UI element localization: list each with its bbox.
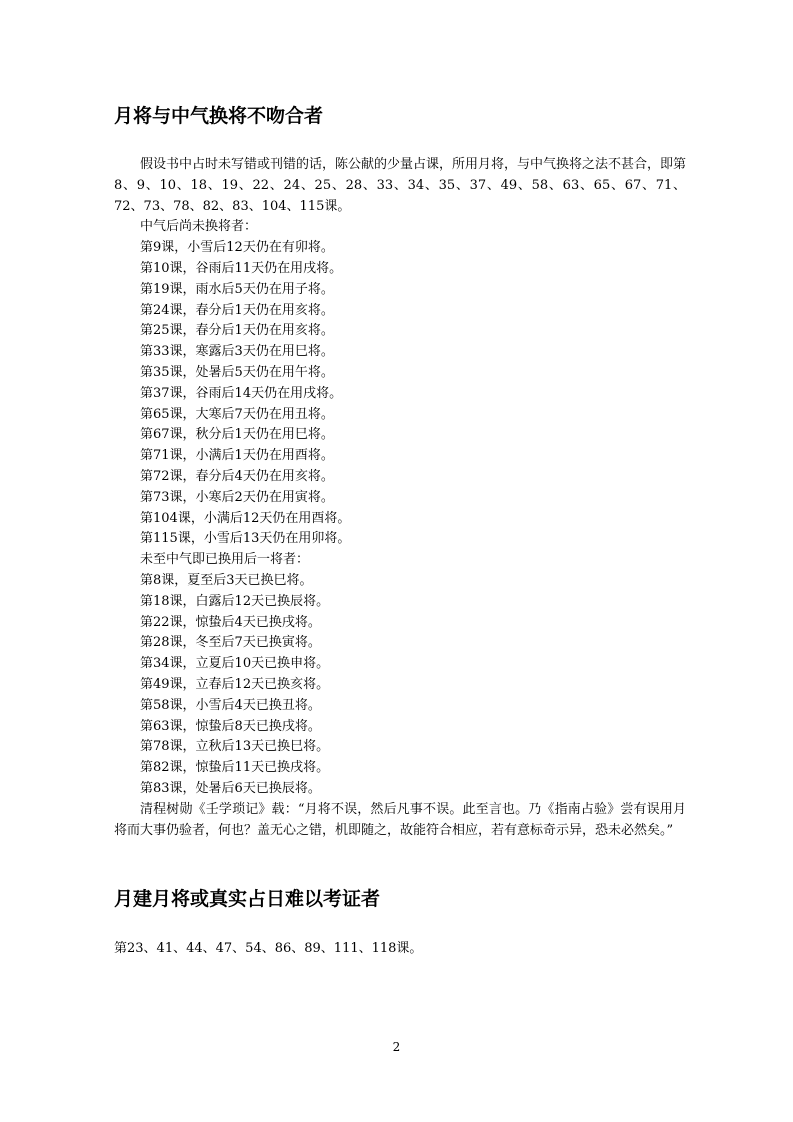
group1-list <box>114 238 686 550</box>
lesson-item: 第71课，小满后1天仍在用酉将。 <box>140 448 334 464</box>
group2-list <box>114 571 686 800</box>
lesson-item: 第63课，惊蛰后8天已换戌将。 <box>140 718 321 734</box>
lesson-item: 第8课，夏至后3天已换巳将。 <box>140 572 313 588</box>
lesson-item: 第73课，小寒后2天仍在用寅将。 <box>140 489 334 505</box>
section-title-1: 月将与中气换将不吻合者 <box>114 105 324 127</box>
section2-text: 第23、41、44、47、54、86、89、111、118课。 <box>114 941 423 956</box>
intro-paragraph: 假设书中占时未写错或刊错的话，陈公献的少量占课，所用月将，与中气换将之法不甚合，即第8、9、10、18、19、22、24、25、28、33、34、35、37、49、58、63、65、67、71、72、73、78、82、83、104、115课。 <box>114 157 687 214</box>
lesson-item: 第10课，谷雨后11天仍在用戌将。 <box>140 260 343 276</box>
lesson-item: 第65课，大寒后7天仍在用丑将。 <box>140 406 334 422</box>
lesson-item: 第49课，立春后12天已换亥将。 <box>140 676 330 692</box>
page-number: 2 <box>392 1040 401 1054</box>
lesson-item: 第58课，小雪后4天已换丑将。 <box>140 697 321 713</box>
lesson-item: 第28课，冬至后7天已换寅将。 <box>140 635 321 651</box>
lesson-item: 第82课，惊蛰后11天已换戌将。 <box>140 760 330 776</box>
lesson-item: 第37课，谷雨后14天仍在用戌将。 <box>140 385 343 401</box>
lesson-item: 第67课，秋分后1天仍在用巳将。 <box>140 427 334 443</box>
lesson-item: 第25课，春分后1天仍在用亥将。 <box>140 323 334 339</box>
lesson-item: 第24课，春分后1天仍在用亥将。 <box>140 302 334 318</box>
lesson-item: 第35课，处暑后5天仍在用午将。 <box>140 364 334 380</box>
section-body-1 <box>114 155 686 841</box>
lesson-item: 第104课，小满后12天仍在用酉将。 <box>140 510 351 526</box>
lesson-item: 第78课，立秋后13天已换巳将。 <box>140 739 330 755</box>
group1-heading: 中气后尚未换将者： <box>140 219 258 235</box>
lesson-item: 第33课，寒露后3天仍在用巳将。 <box>140 344 334 360</box>
lesson-item: 第34课，立夏后10天已换申将。 <box>140 656 330 672</box>
lesson-item: 第72课，春分后4天仍在用亥将。 <box>140 468 334 484</box>
quote-paragraph: 清程树勋《壬学琐记》载：“月将不误，然后凡事不误。此至言也。乃《指南占验》尝有误用月将而大事仍验者，何也？盖无心之错，机即随之，故能符合相应，若有意标奇示异，恐未必然矣。” <box>114 801 686 838</box>
section-title-2: 月建月将或真实占日难以考证者 <box>114 888 381 910</box>
lesson-item: 第115课，小雪后13天仍在用卯将。 <box>140 531 351 547</box>
lesson-item: 第18课，白露后12天已换辰将。 <box>140 593 330 609</box>
lesson-item: 第19课，雨水后5天仍在用子将。 <box>140 281 334 297</box>
group2-heading: 未至中气即已换用后一将者： <box>140 552 310 568</box>
lesson-item: 第83课，处暑后6天已换辰将。 <box>140 780 321 796</box>
lesson-item: 第9课，小雪后12天仍在有卯将。 <box>140 240 334 256</box>
lesson-item: 第22课，惊蛰后4天已换戌将。 <box>140 614 321 630</box>
